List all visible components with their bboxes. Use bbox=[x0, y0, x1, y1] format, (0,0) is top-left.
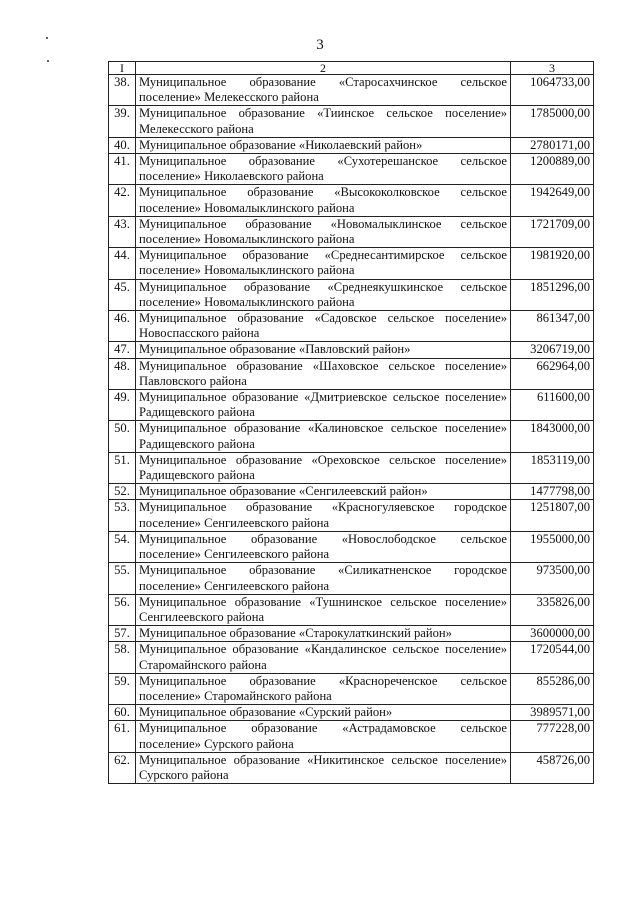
municipality-name: Муниципальное образование «Новомалыклинское сельское поселение» Новомалыклинского района bbox=[136, 216, 511, 247]
municipality-name: Муниципальное образование «Старокулаткинский район» bbox=[136, 626, 511, 642]
amount-value: 2780171,00 bbox=[511, 137, 594, 153]
municipality-name: Муниципальное образование «Красногуляевское городское поселение» Сенгилеевского района bbox=[136, 500, 511, 531]
amount-value: 3206719,00 bbox=[511, 342, 594, 358]
municipality-name: Муниципальное образование «Дмитриевское сельское поселение» Радищевского района bbox=[136, 390, 511, 421]
municipality-name: Муниципальное образование «Тушнинское сельское поселение» Сенгилеевского района bbox=[136, 594, 511, 625]
column-header-number: I bbox=[109, 62, 136, 75]
amount-value: 1200889,00 bbox=[511, 154, 594, 185]
municipality-name: Муниципальное образование «Сенгилеевский район» bbox=[136, 484, 511, 500]
table-row bbox=[109, 452, 594, 483]
municipality-name: Муниципальное образование «Сухотерешанское сельское поселение» Николаевского района bbox=[136, 154, 511, 185]
table-row bbox=[109, 531, 594, 562]
row-number: 41. bbox=[109, 154, 136, 185]
amount-value: 1477798,00 bbox=[511, 484, 594, 500]
row-number: 56. bbox=[109, 594, 136, 625]
row-number: 53. bbox=[109, 500, 136, 531]
table-row bbox=[109, 106, 594, 137]
table-row bbox=[109, 484, 594, 500]
row-number: 45. bbox=[109, 279, 136, 310]
municipality-name: Муниципальное образование «Новослободское сельское поселение» Сенгилеевского района bbox=[136, 531, 511, 562]
row-number: 60. bbox=[109, 705, 136, 721]
table-row bbox=[109, 563, 594, 594]
amount-value: 1843000,00 bbox=[511, 421, 594, 452]
row-number: 48. bbox=[109, 358, 136, 389]
amount-value: 1981920,00 bbox=[511, 248, 594, 279]
table-row bbox=[109, 75, 594, 106]
table-row bbox=[109, 216, 594, 247]
municipality-name: Муниципальное образование «Ореховское сельское поселение» Радищевского района bbox=[136, 452, 511, 483]
table-row bbox=[109, 279, 594, 310]
amount-value: 1942649,00 bbox=[511, 185, 594, 216]
amount-value: 3989571,00 bbox=[511, 705, 594, 721]
amount-value: 3600000,00 bbox=[511, 626, 594, 642]
row-number: 51. bbox=[109, 452, 136, 483]
amount-value: 1853119,00 bbox=[511, 452, 594, 483]
municipality-name: Муниципальное образование «Кандалинское сельское поселение» Старомайнского района bbox=[136, 642, 511, 673]
row-number: 59. bbox=[109, 673, 136, 704]
amount-value: 855286,00 bbox=[511, 673, 594, 704]
table-row bbox=[109, 500, 594, 531]
table-row bbox=[109, 154, 594, 185]
row-number: 46. bbox=[109, 311, 136, 342]
amount-value: 1851296,00 bbox=[511, 279, 594, 310]
row-number: 43. bbox=[109, 216, 136, 247]
municipality-name: Муниципальное образование «Садовское сельское поселение» Новоспасского района bbox=[136, 311, 511, 342]
allocation-table bbox=[108, 61, 594, 784]
municipality-name: Муниципальное образование «Никитинское сельское поселение» Сурского района bbox=[136, 752, 511, 783]
municipality-name: Муниципальное образование «Среднеякушкинское сельское поселение» Новомалыклинского района bbox=[136, 279, 511, 310]
row-number: 62. bbox=[109, 752, 136, 783]
amount-value: 1785000,00 bbox=[511, 106, 594, 137]
amount-value: 335826,00 bbox=[511, 594, 594, 625]
table-header-row bbox=[109, 62, 594, 75]
table-row bbox=[109, 642, 594, 673]
amount-value: 1064733,00 bbox=[511, 75, 594, 106]
table-row bbox=[109, 594, 594, 625]
amount-value: 458726,00 bbox=[511, 752, 594, 783]
table-row bbox=[109, 626, 594, 642]
scan-speck bbox=[47, 60, 49, 62]
table-body bbox=[109, 75, 594, 784]
row-number: 40. bbox=[109, 137, 136, 153]
row-number: 49. bbox=[109, 390, 136, 421]
row-number: 61. bbox=[109, 721, 136, 752]
table-row bbox=[109, 421, 594, 452]
table-row bbox=[109, 390, 594, 421]
table-row bbox=[109, 673, 594, 704]
page-number: 3 bbox=[316, 37, 324, 53]
table-row bbox=[109, 342, 594, 358]
column-header-name: 2 bbox=[136, 62, 511, 75]
municipality-name: Муниципальное образование «Краснореченское сельское поселение» Старомайнского района bbox=[136, 673, 511, 704]
municipality-name: Муниципальное образование «Шаховское сельское поселение» Павловского района bbox=[136, 358, 511, 389]
table-row bbox=[109, 752, 594, 783]
amount-value: 777228,00 bbox=[511, 721, 594, 752]
amount-value: 1721709,00 bbox=[511, 216, 594, 247]
amount-value: 973500,00 bbox=[511, 563, 594, 594]
municipality-name: Муниципальное образование «Тиинское сельское поселение» Мелекесского района bbox=[136, 106, 511, 137]
municipality-name: Муниципальное образование «Калиновское сельское поселение» Радищевского района bbox=[136, 421, 511, 452]
municipality-name: Муниципальное образование «Астрадамовское сельское поселение» Сурского района bbox=[136, 721, 511, 752]
table-row bbox=[109, 185, 594, 216]
table-row bbox=[109, 705, 594, 721]
municipality-name: Муниципальное образование «Высококолковское сельское поселение» Новомалыклинского района bbox=[136, 185, 511, 216]
municipality-name: Муниципальное образование «Сурский район» bbox=[136, 705, 511, 721]
row-number: 44. bbox=[109, 248, 136, 279]
amount-value: 611600,00 bbox=[511, 390, 594, 421]
row-number: 47. bbox=[109, 342, 136, 358]
amount-value: 861347,00 bbox=[511, 311, 594, 342]
row-number: 50. bbox=[109, 421, 136, 452]
row-number: 52. bbox=[109, 484, 136, 500]
column-header-amount: 3 bbox=[511, 62, 594, 75]
table-row bbox=[109, 311, 594, 342]
row-number: 55. bbox=[109, 563, 136, 594]
table-row bbox=[109, 721, 594, 752]
row-number: 42. bbox=[109, 185, 136, 216]
row-number: 38. bbox=[109, 75, 136, 106]
municipality-name: Муниципальное образование «Старосахчинское сельское поселение» Мелекесского района bbox=[136, 75, 511, 106]
amount-value: 1955000,00 bbox=[511, 531, 594, 562]
municipality-name: Муниципальное образование «Николаевский район» bbox=[136, 137, 511, 153]
amount-value: 1251807,00 bbox=[511, 500, 594, 531]
row-number: 58. bbox=[109, 642, 136, 673]
table-row bbox=[109, 358, 594, 389]
table-row bbox=[109, 137, 594, 153]
row-number: 39. bbox=[109, 106, 136, 137]
municipality-name: Муниципальное образование «Силикатненское городское поселение» Сенгилеевского района bbox=[136, 563, 511, 594]
municipality-name: Муниципальное образование «Павловский район» bbox=[136, 342, 511, 358]
municipality-name: Муниципальное образование «Среднесантимирское сельское поселение» Новомалыклинского района bbox=[136, 248, 511, 279]
row-number: 57. bbox=[109, 626, 136, 642]
amount-value: 662964,00 bbox=[511, 358, 594, 389]
table-row bbox=[109, 248, 594, 279]
row-number: 54. bbox=[109, 531, 136, 562]
amount-value: 1720544,00 bbox=[511, 642, 594, 673]
